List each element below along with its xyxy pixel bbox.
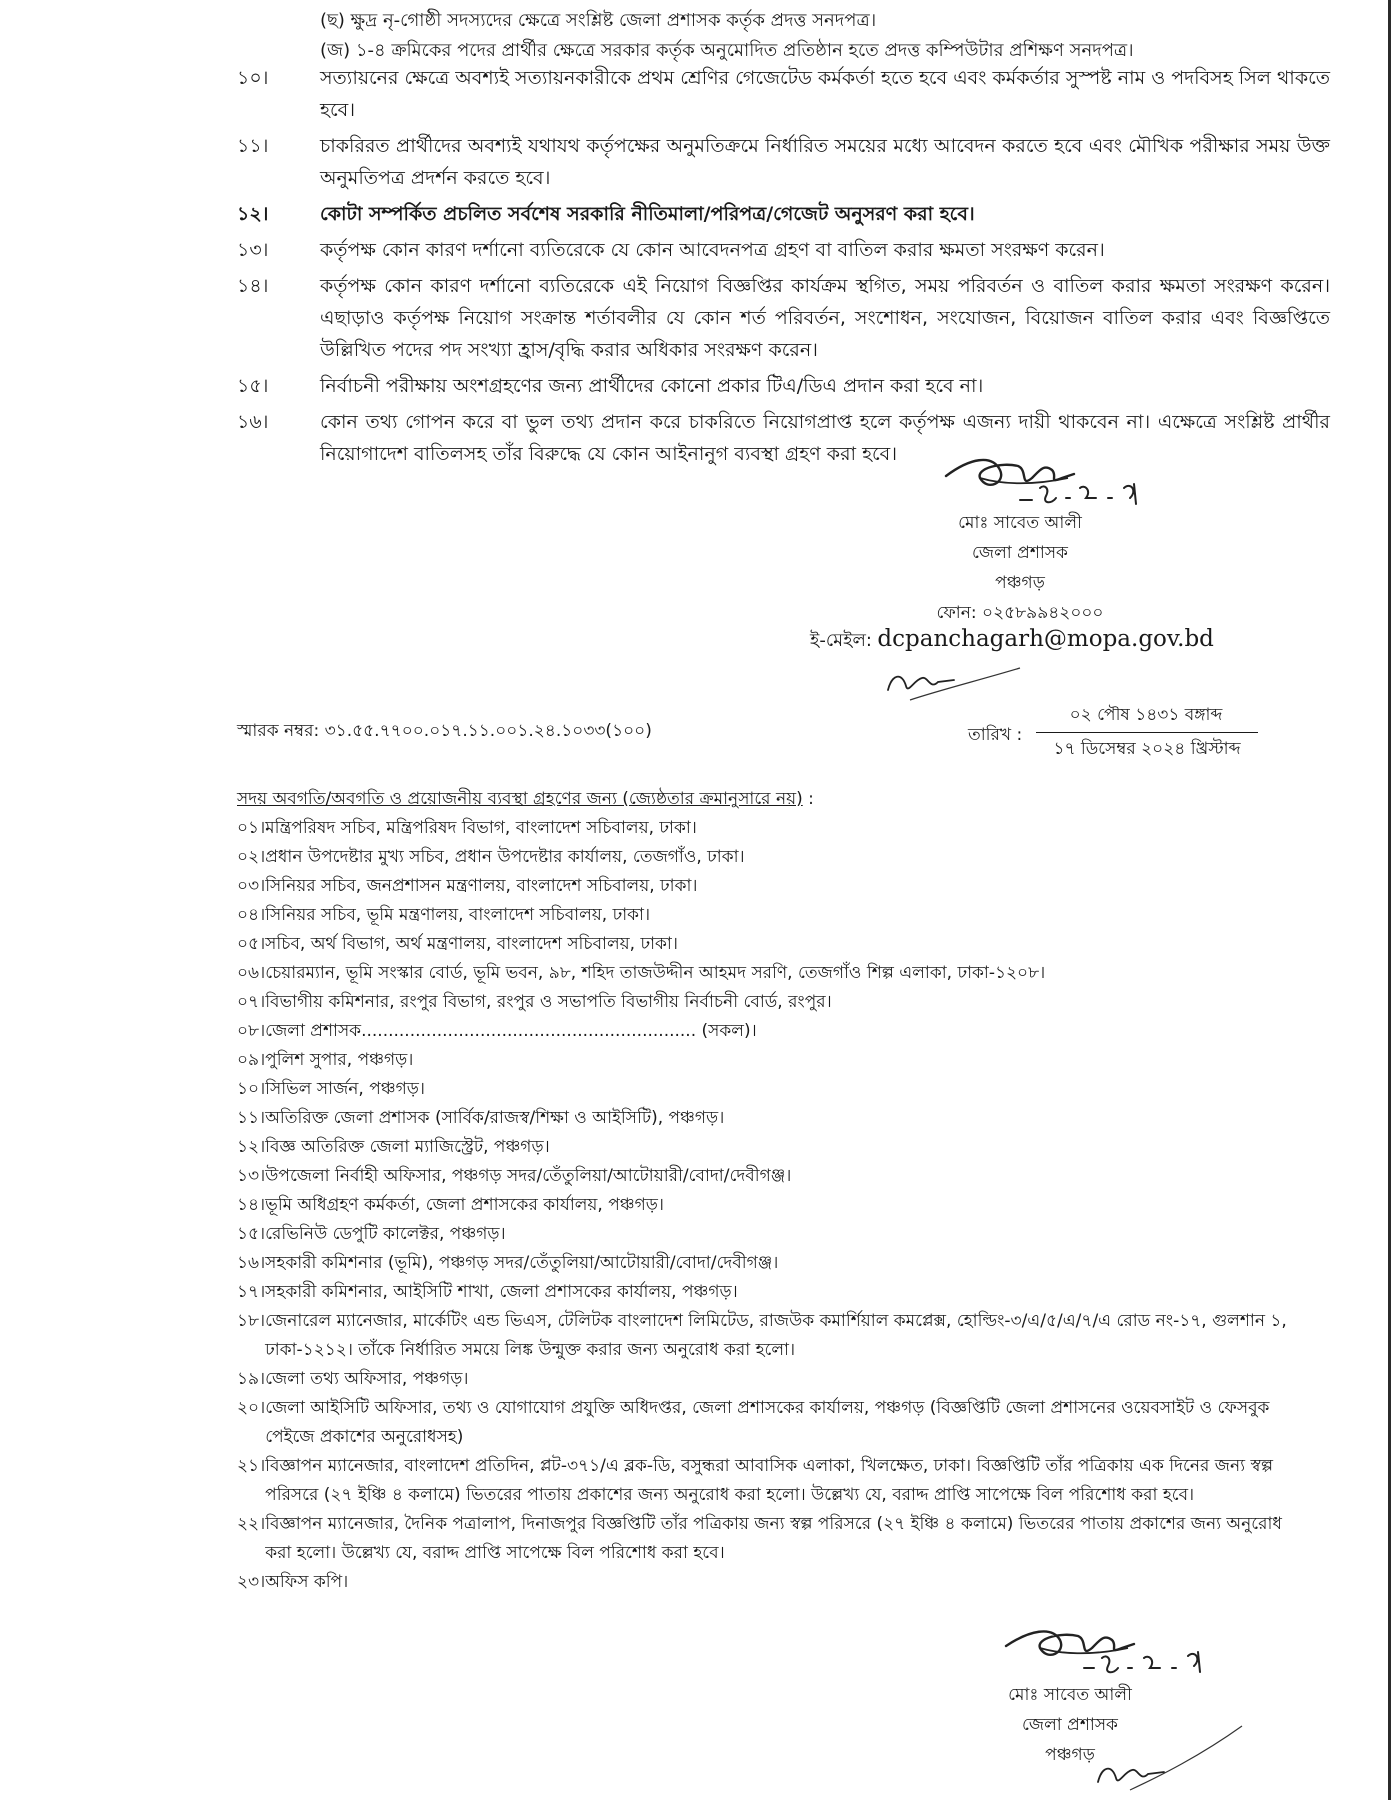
signature-top-handwriting xyxy=(940,448,1180,510)
clause-text: কর্তৃপক্ষ কোন কারণ দর্শানো ব্যতিরেকে এই নিয়োগ বিজ্ঞপ্তির কার্যক্রম স্থগিত, সময় পরিবর্তন ও বাতিল করার ক্ষমতা সংরক্ষণ করেন। এছাড়াও কর্তৃপক্ষ নিয়োগ সংক্রান্ত শর্তাবলীর যে কোন শর্ত পরিবর্তন, সংশোধন, সংযোজন, বিয়োজন বাতিল করার এবং বিজ্ঞপ্তিতে উল্লিখিত পদের পদ সংখ্যা হ্রাস/বৃদ্ধি করার অধিকার সংরক্ষণ করেন। xyxy=(320,275,1330,361)
date-english: ১৭ ডিসেম্বর ২০২৪ খ্রিস্টাব্দ xyxy=(1053,739,1241,759)
distribution-item-number: ০৯। xyxy=(237,1050,266,1070)
distribution-item-number: ০৭। xyxy=(237,992,266,1012)
distribution-item xyxy=(237,1162,1287,1191)
distribution-item-number: ১৫। xyxy=(237,1224,266,1244)
distribution-item-number: ২১। xyxy=(237,1456,266,1476)
distribution-item xyxy=(237,1191,1287,1220)
distribution-item xyxy=(237,1452,1287,1510)
distribution-item xyxy=(237,1075,1287,1104)
distribution-item-number: ০১। xyxy=(237,818,266,838)
clause-16 xyxy=(0,406,1391,470)
distribution-item-number: ০৫। xyxy=(237,934,266,954)
distribution-item xyxy=(237,1133,1287,1162)
distribution-item xyxy=(237,930,1287,959)
clause-text: কোন তথ্য গোপন করে বা ভুল তথ্য প্রদান করে চাকরিতে নিয়োগপ্রাপ্ত হলে কর্তৃপক্ষ এজন্য দায়ী থাকবেন না। এক্ষেত্রে সংশ্লিষ্ট প্রার্থীর নিয়োগাদেশ বাতিলসহ তাঁর বিরুদ্ধে যে কোন আইনানুগ ব্যবস্থা গ্রহণ করা হবে। xyxy=(320,411,1330,465)
signatory-designation: জেলা প্রশাসক xyxy=(972,543,1068,563)
distribution-item xyxy=(237,1249,1287,1278)
date-divider xyxy=(1036,732,1258,733)
distribution-item-text: মন্ত্রিপরিষদ সচিব, মন্ত্রিপরিষদ বিভাগ, বাংলাদেশ সচিবালয়, ঢাকা। xyxy=(265,818,697,838)
distribution-item-number: ২৩। xyxy=(237,1572,266,1592)
distribution-item xyxy=(237,1510,1287,1568)
signatory-designation: জেলা প্রশাসক xyxy=(1022,1715,1118,1735)
distribution-item-text: সিনিয়র সচিব, ভূমি মন্ত্রণালয়, বাংলাদেশ সচিবালয়, ঢাকা। xyxy=(265,905,651,925)
clause-text: সত্যায়নের ক্ষেত্রে অবশ্যই সত্যায়নকারীকে প্রথম শ্রেণির গেজেটেড কর্মকর্তা হতে হবে এবং কর্মকর্তার সুস্পষ্ট নাম ও পদবিসহ সিল থাকতে হবে। xyxy=(320,67,1330,121)
clause-13 xyxy=(0,234,1391,266)
date-label: তারিখ : xyxy=(968,725,1023,745)
clause-text: কোটা সম্পর্কিত প্রচলিত সর্বশেষ সরকারি নীতিমালা/পরিপত্র/গেজেট অনুসরণ করা হবে। xyxy=(320,203,975,225)
distribution-item xyxy=(237,988,1287,1017)
distribution-item xyxy=(237,1017,1287,1046)
clause-number: ১৪। xyxy=(237,275,269,297)
distribution-item xyxy=(237,1104,1287,1133)
distribution-item-text: অতিরিক্ত জেলা প্রশাসক (সার্বিক/রাজস্ব/শিক্ষা ও আইসিটি), পঞ্চগড়। xyxy=(265,1108,725,1128)
clause-text: চাকরিরত প্রার্থীদের অবশ্যই যথাযথ কর্তৃপক্ষের অনুমতিক্রমে নির্ধারিত সময়ের মধ্যে আবেদন করতে হবে এবং মৌখিক পরীক্ষার সময় উক্ত অনুমতিপত্র প্রদর্শন করতে হবে। xyxy=(320,135,1330,189)
distribution-item-number: ০৪। xyxy=(237,905,266,925)
distribution-item xyxy=(237,1568,1287,1597)
signature-top xyxy=(880,508,1160,598)
distribution-item-text: বিজ্ঞ অতিরিক্ত জেলা ম্যাজিস্ট্রেট, পঞ্চগড়। xyxy=(265,1137,550,1157)
distribution-item-text: বিজ্ঞাপন ম্যানেজার, বাংলাদেশ প্রতিদিন, প্লট-৩৭১/এ ব্লক-ডি, বসুন্ধরা আবাসিক এলাকা, খিলক্ষেত, ঢাকা। বিজ্ঞপ্তিটি তাঁর পত্রিকায় এক দিনের জন্য স্বল্প পরিসরে (২৭ ইঞ্চি ৪ কলামে) ভিতরের পাতায় প্রকাশের জন্য অনুরোধ করা হলো। উল্লেখ্য যে, বরাদ্দ প্রাপ্তি সাপেক্ষে বিল পরিশোধ করা হবে। xyxy=(265,1456,1273,1505)
signatory-district: পঞ্চগড় xyxy=(1045,1745,1095,1765)
distribution-item-number: ১৭। xyxy=(237,1282,266,1302)
sub-item-ja: (জ) ১-৪ ক্রমিকের পদের প্রার্থীর ক্ষেত্রে সরকার কর্তৃক অনুমোদিত প্রতিষ্ঠান হতে প্রদত্ত কম্পিউটার প্রশিক্ষণ সনদপত্র। xyxy=(320,40,1134,61)
distribution-item-text: সিনিয়র সচিব, জনপ্রশাসন মন্ত্রণালয়, বাংলাদেশ সচিবালয়, ঢাকা। xyxy=(265,876,698,896)
distribution-item xyxy=(237,1220,1287,1249)
distribution-item-text: বিভাগীয় কমিশনার, রংপুর বিভাগ, রংপুর ও সভাপতি বিভাগীয় নির্বাচনী বোর্ড, রংপুর। xyxy=(265,992,832,1012)
distribution-item xyxy=(237,1307,1287,1365)
clause-10 xyxy=(0,62,1391,126)
distribution-item xyxy=(237,901,1287,930)
clause-text: কর্তৃপক্ষ কোন কারণ দর্শানো ব্যতিরেকে যে কোন আবেদনপত্র গ্রহণ বা বাতিল করার ক্ষমতা সংরক্ষণ করেন। xyxy=(320,239,1105,261)
distribution-item-text: বিজ্ঞাপন ম্যানেজার, দৈনিক পত্রালাপ, দিনাজপুর বিজ্ঞপ্তিটি তাঁর পত্রিকায় জন্য স্বল্প পরিসরে (২৭ ইঞ্চি ৪ কলামে) ভিতরের পাতায় প্রকাশের জন্য অনুরোধ করা হলো। উল্লেখ্য যে, বরাদ্দ প্রাপ্তি সাপেক্ষে বিল পরিশোধ করা হবে। xyxy=(265,1514,1282,1563)
distribution-item-text: চেয়ারম্যান, ভূমি সংস্কার বোর্ড, ভূমি ভবন, ৯৮, শহিদ তাজউদ্দীন আহমদ সরণি, তেজগাঁও শিল্প এলাকা, ঢাকা-১২০৮। xyxy=(265,963,1046,983)
clause-number: ১৩। xyxy=(237,239,269,261)
clause-14 xyxy=(0,270,1391,366)
distribution-item-number: ১৪। xyxy=(237,1195,266,1215)
distribution-item-text: জেলা আইসিটি অফিসার, তথ্য ও যোগাযোগ প্রযুক্তি অধিদপ্তর, জেলা প্রশাসকের কার্যালয়, পঞ্চগড় (বিজ্ঞপ্তিটি জেলা প্রশাসনের ওয়েবসাইট ও ফেসবুক পেইজে প্রকাশের অনুরোধসহ) xyxy=(265,1398,1270,1447)
distribution-item-number: ১১। xyxy=(237,1108,266,1128)
distribution-item-number: ০৩। xyxy=(237,876,266,896)
signatory-name: মোঃ সাবেত আলী xyxy=(958,513,1082,533)
distribution-item-number: ১২। xyxy=(237,1137,266,1157)
distribution-item-number: ২০। xyxy=(237,1398,266,1418)
document-sub-items xyxy=(320,6,1330,66)
distribution-item-text: সিভিল সার্জন, পঞ্চগড়। xyxy=(265,1079,425,1099)
clause-number: ১২। xyxy=(237,203,269,225)
distribution-item xyxy=(237,843,1287,872)
distribution-item-text: সহকারী কমিশনার (ভূমি), পঞ্চগড় সদর/তেঁতুলিয়া/আটোয়ারী/বোদা/দেবীগঞ্জ। xyxy=(265,1253,779,1273)
distribution-item-number: ২২। xyxy=(237,1514,266,1534)
distribution-heading: সদয় অবগতি/অবগতি ও প্রয়োজনীয় ব্যবস্থা গ্রহণের জন্য (জ্যেষ্ঠতার ক্রমানুসারে নয়) : xyxy=(237,789,814,809)
distribution-item-number: ১৮। xyxy=(237,1311,266,1331)
memo-number: স্মারক নম্বর: ৩১.৫৫.৭৭০০.০১৭.১১.০০১.২৪.১০৩৩(১০০) xyxy=(237,721,652,741)
clause-11 xyxy=(0,130,1391,194)
distribution-item-number: ১৬। xyxy=(237,1253,266,1273)
distribution-item-number: ০২। xyxy=(237,847,266,867)
initial-signature-bottom xyxy=(1090,1720,1250,1796)
clause-number: ১০। xyxy=(237,67,269,89)
signature-bottom-handwriting xyxy=(1000,1620,1240,1678)
distribution-item-number: ১৯। xyxy=(237,1369,266,1389)
distribution-item-text: জেলা প্রশাসক.............................................................. (সকল)। xyxy=(265,1021,757,1041)
clause-number: ১৫। xyxy=(237,375,269,397)
distribution-item-text: অফিস কপি। xyxy=(265,1572,349,1592)
distribution-item-text: প্রধান উপদেষ্টার মুখ্য সচিব, প্রধান উপদেষ্টার কার্যালয়, তেজগাঁও, ঢাকা। xyxy=(265,847,745,867)
distribution-item xyxy=(237,959,1287,988)
distribution-item-number: ১৩। xyxy=(237,1166,266,1186)
conditions-list xyxy=(0,62,1391,474)
distribution-item-text: রেভিনিউ ডেপুটি কালেক্টর, পঞ্চগড়। xyxy=(265,1224,506,1244)
email-address[interactable]: dcpanchagarh@mopa.gov.bd xyxy=(877,626,1214,652)
distribution-item xyxy=(237,1394,1287,1452)
distribution-item-text: জেনারেল ম্যানেজার, মার্কেটিং এন্ড ভিএস, টেলিটক বাংলাদেশ লিমিটেড, রাজউক কমার্শিয়াল কমপ্লেক্স, হোল্ডিং-৩/এ/৫/এ/৭/এ রোড নং-১৭, গুলশান ১, ঢাকা-১২১২। তাঁকে নির্ধারিত সময়ে লিঙ্ক উন্মুক্ত করার জন্য অনুরোধ করা হলো। xyxy=(265,1311,1287,1360)
distribution-item xyxy=(237,1278,1287,1307)
distribution-list xyxy=(237,814,1287,1597)
clause-number: ১৬। xyxy=(237,411,269,433)
distribution-item-number: ০৬। xyxy=(237,963,266,983)
clause-number: ১১। xyxy=(237,135,269,157)
clause-15 xyxy=(0,370,1391,402)
distribution-item xyxy=(237,1046,1287,1075)
distribution-item xyxy=(237,872,1287,901)
distribution-item-number: ১০। xyxy=(237,1079,266,1099)
signatory-district: পঞ্চগড় xyxy=(995,573,1045,593)
distribution-item-text: পুলিশ সুপার, পঞ্চগড়। xyxy=(265,1050,414,1070)
distribution-item-text: সচিব, অর্থ বিভাগ, অর্থ মন্ত্রণালয়, বাংলাদেশ সচিবালয়, ঢাকা। xyxy=(265,934,678,954)
initial-signature-top xyxy=(880,660,1030,706)
distribution-item xyxy=(237,1365,1287,1394)
clause-text: নির্বাচনী পরীক্ষায় অংশগ্রহণের জন্য প্রার্থীদের কোনো প্রকার টিএ/ডিএ প্রদান করা হবে না। xyxy=(320,375,984,397)
clause-12 xyxy=(0,198,1391,230)
distribution-item xyxy=(237,814,1287,843)
date-bangla: ০২ পৌষ ১৪৩১ বঙ্গাব্দ xyxy=(1069,705,1223,725)
distribution-item-text: উপজেলা নির্বাহী অফিসার, পঞ্চগড় সদর/তেঁতুলিয়া/আটোয়ারী/বোদা/দেবীগঞ্জ। xyxy=(265,1166,792,1186)
distribution-item-text: ভূমি অধিগ্রহণ কর্মকর্তা, জেলা প্রশাসকের কার্যালয়, পঞ্চগড়। xyxy=(265,1195,664,1215)
distribution-item-text: জেলা তথ্য অফিসার, পঞ্চগড়। xyxy=(265,1369,469,1389)
distribution-item-number: ০৮। xyxy=(237,1021,266,1041)
distribution-item-text: সহকারী কমিশনার, আইসিটি শাখা, জেলা প্রশাসকের কার্যালয়, পঞ্চগড়। xyxy=(265,1282,738,1302)
contact-phone: ফোন: ০২৫৮৯৯৪২০০০ xyxy=(936,603,1104,623)
signatory-name: মোঃ সাবেত আলী xyxy=(1008,1685,1132,1705)
email-label: ই-মেইল: xyxy=(810,630,872,651)
sub-item-cha: (ছ) ক্ষুদ্র নৃ-গোষ্ঠী সদস্যদের ক্ষেত্রে সংশ্লিষ্ট জেলা প্রশাসক কর্তৃক প্রদত্ত সনদপত্র। xyxy=(320,10,877,31)
contact-email-row xyxy=(810,624,1230,656)
